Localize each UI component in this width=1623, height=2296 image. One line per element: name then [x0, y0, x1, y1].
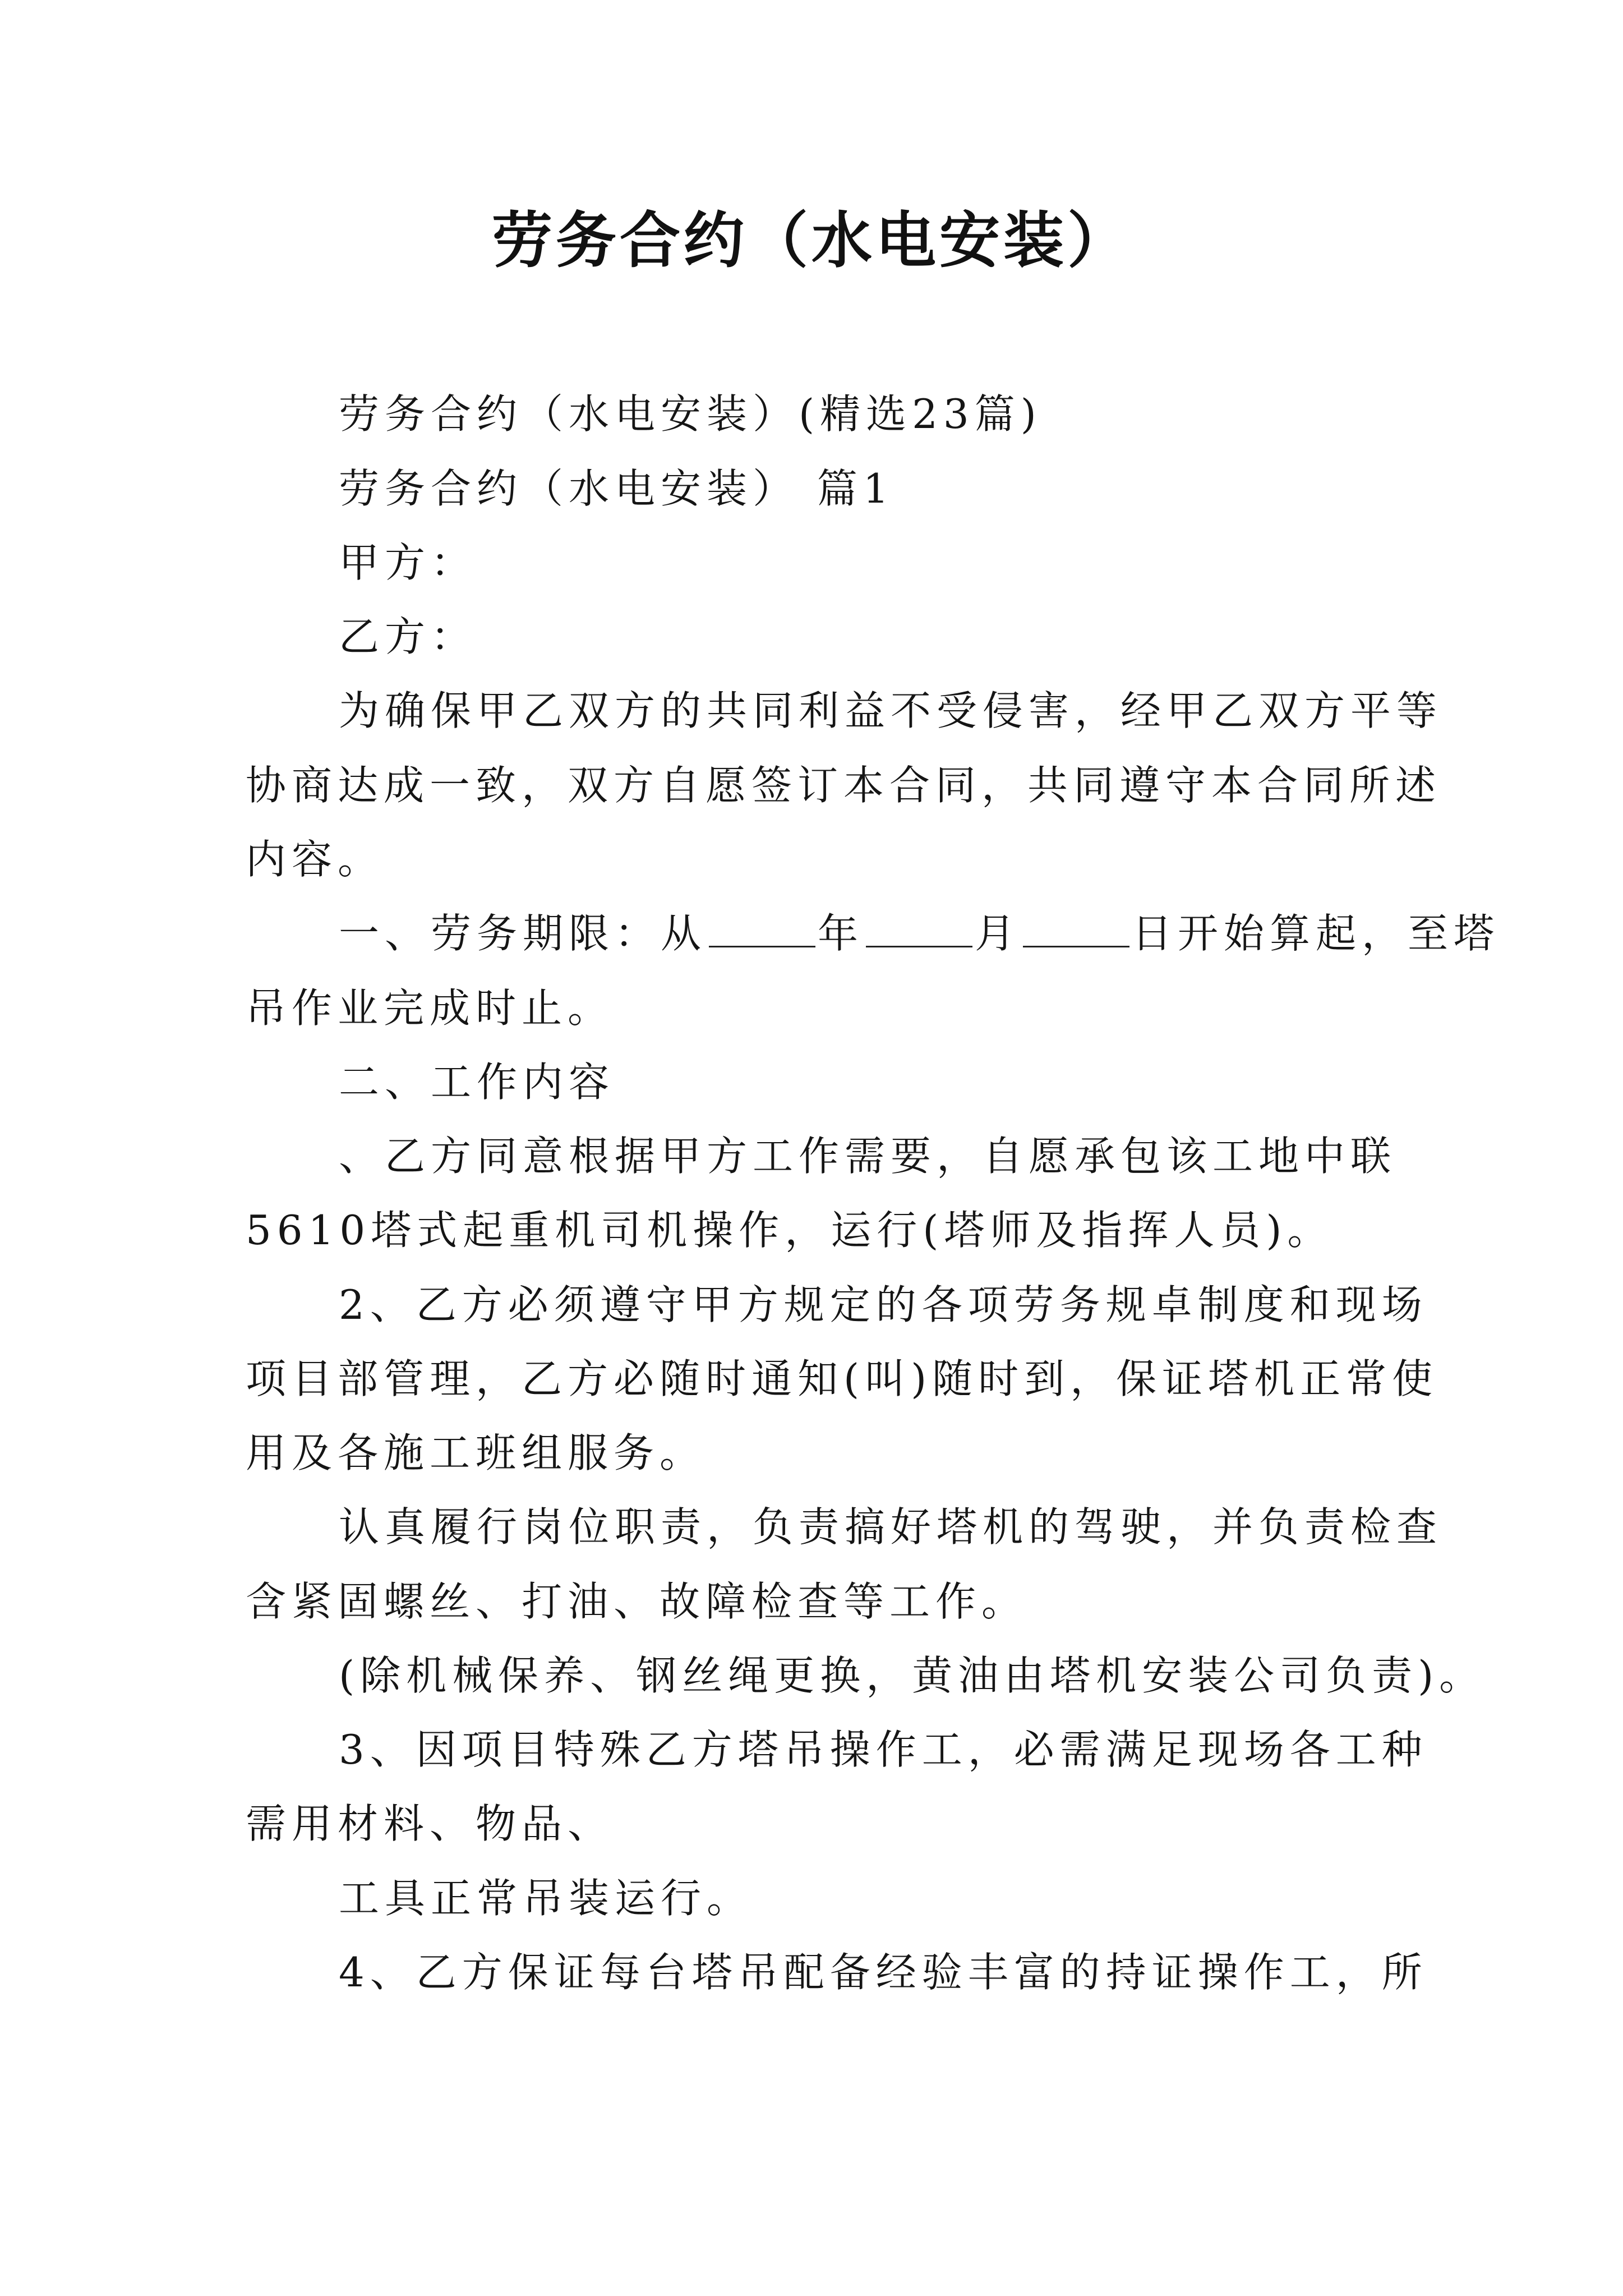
term-clause-text: 一、劳务期限：从	[339, 910, 707, 957]
clause-line: 含紧固螺丝、打油、故障检查等工作。	[246, 1578, 1028, 1625]
document-title: 劳务合约（水电安装）	[491, 206, 1131, 276]
clause-line: 需用材料、物品、	[246, 1800, 614, 1847]
day-label-text: 日开始算起，至塔	[1132, 910, 1500, 957]
clause-line: 、乙方同意根据甲方工作需要，自愿承包该工地中联	[339, 1133, 1397, 1180]
clause-line: (除机械保养、钢丝绳更换，黄油由塔机安装公司负责)。	[339, 1652, 1486, 1699]
clause-line: 2、乙方必须遵守甲方规定的各项劳务规卓制度和现场	[339, 1281, 1428, 1328]
clause-line: 认真履行岗位职责，负责搞好塔机的驾驶，并负责检查	[339, 1503, 1443, 1550]
clause-line: 5610塔式起重机司机操作，运行(塔师及指挥人员)。	[246, 1207, 1334, 1254]
month-blank	[866, 912, 972, 947]
clause-line: 用及各施工班组服务。	[246, 1429, 706, 1476]
preamble-line: 内容。	[246, 836, 384, 883]
day-blank	[1023, 912, 1129, 947]
preamble-line: 协商达成一致，双方自愿签订本合同，共同遵守本合同所述	[246, 762, 1442, 809]
subtitle-line: 劳务合约（水电安装）(精选23篇)	[339, 390, 1042, 438]
clause-line: 4、乙方保证每台塔吊配备经验丰富的持证操作工，所	[339, 1949, 1428, 1996]
term-clause-line: 吊作业完成时止。	[246, 984, 614, 1032]
section-heading-line: 二、工作内容	[339, 1059, 615, 1106]
party-a-line: 甲方：	[339, 539, 477, 586]
month-label: 月	[975, 910, 1021, 957]
clause-line: 项目部管理，乙方必随时通知(叫)随时到，保证塔机正常使	[246, 1355, 1438, 1402]
term-clause-line	[339, 905, 1500, 961]
preamble-line: 为确保甲乙双方的共同利益不受侵害，经甲乙双方平等	[339, 687, 1443, 734]
clause-line: 工具正常吊装运行。	[339, 1875, 753, 1922]
party-b-line: 乙方：	[339, 613, 477, 660]
clause-line: 3、因项目特殊乙方塔吊操作工，必需满足现场各工种	[339, 1726, 1428, 1773]
year-blank	[709, 912, 815, 947]
section-heading-line: 劳务合约（水电安装） 篇1	[339, 465, 895, 512]
year-label: 年	[818, 910, 864, 957]
